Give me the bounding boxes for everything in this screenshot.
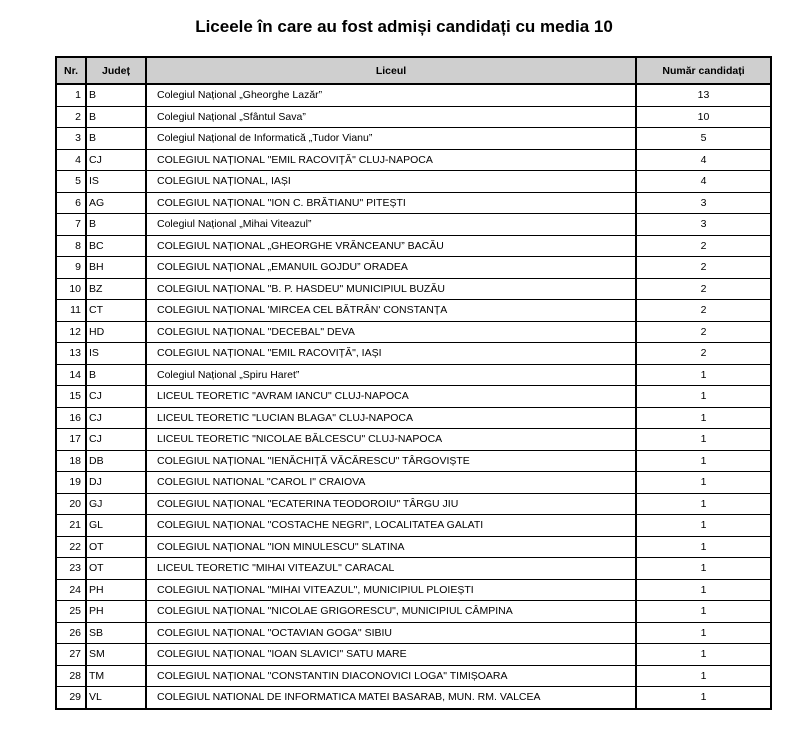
table-header-row [56, 57, 771, 84]
row-liceul-cell: COLEGIUL NATIONAL "CAROL I" CRAIOVA [146, 472, 636, 494]
row-judet-cell: BZ [86, 278, 146, 300]
row-judet-cell: CJ [86, 407, 146, 429]
header-judet: Județ [86, 57, 146, 84]
header-nr: Nr. [56, 57, 86, 84]
table-row [56, 343, 771, 365]
table-row [56, 106, 771, 128]
row-judet-cell: PH [86, 579, 146, 601]
row-numar-cell: 2 [636, 343, 771, 365]
table-row [56, 536, 771, 558]
row-nr-cell: 13 [56, 343, 86, 365]
row-nr-cell: 25 [56, 601, 86, 623]
row-nr-cell: 19 [56, 472, 86, 494]
page-title: Liceele în care au fost admiși candidați cu media 10 [195, 17, 613, 36]
row-numar-cell: 4 [636, 149, 771, 171]
row-nr-cell: 2 [56, 106, 86, 128]
row-numar-cell: 1 [636, 665, 771, 687]
table-row [56, 386, 771, 408]
table-row [56, 472, 771, 494]
row-liceul-cell: Colegiul Național „Gheorghe Lazăr” [146, 84, 636, 106]
row-judet-cell: OT [86, 558, 146, 580]
row-liceul-cell: LICEUL TEORETIC "NICOLAE BĂLCESCU" CLUJ-NAPOCA [146, 429, 636, 451]
table-row [56, 321, 771, 343]
row-numar-cell: 1 [636, 558, 771, 580]
row-judet-cell: SM [86, 644, 146, 666]
table-row [56, 601, 771, 623]
table-row [56, 128, 771, 150]
table-row [56, 644, 771, 666]
row-nr-cell: 4 [56, 149, 86, 171]
row-judet-cell: PH [86, 601, 146, 623]
row-liceul-cell: COLEGIUL NAȚIONAL 'MIRCEA CEL BĂTRÂN' CONSTANȚA [146, 300, 636, 322]
row-nr-cell: 15 [56, 386, 86, 408]
row-judet-cell: DJ [86, 472, 146, 494]
row-numar-cell: 10 [636, 106, 771, 128]
row-nr-cell: 11 [56, 300, 86, 322]
row-nr-cell: 3 [56, 128, 86, 150]
row-nr-cell: 6 [56, 192, 86, 214]
table-body [56, 84, 771, 709]
row-nr-cell: 27 [56, 644, 86, 666]
row-liceul-cell: Colegiul Național „Spiru Haret” [146, 364, 636, 386]
row-nr-cell: 5 [56, 171, 86, 193]
row-liceul-cell: COLEGIUL NAȚIONAL "ION C. BRĂTIANU" PITEȘTI [146, 192, 636, 214]
row-judet-cell: B [86, 364, 146, 386]
row-judet-cell: B [86, 106, 146, 128]
row-numar-cell: 1 [636, 601, 771, 623]
row-liceul-cell: LICEUL TEORETIC "MIHAI VITEAZUL" CARACAL [146, 558, 636, 580]
row-judet-cell: CJ [86, 429, 146, 451]
row-numar-cell: 4 [636, 171, 771, 193]
row-judet-cell: CJ [86, 149, 146, 171]
row-liceul-cell: COLEGIUL NAȚIONAL "MIHAI VITEAZUL", MUNICIPIUL PLOIEȘTI [146, 579, 636, 601]
row-numar-cell: 3 [636, 192, 771, 214]
row-nr-cell: 26 [56, 622, 86, 644]
row-numar-cell: 1 [636, 472, 771, 494]
row-judet-cell: AG [86, 192, 146, 214]
row-nr-cell: 14 [56, 364, 86, 386]
row-liceul-cell: COLEGIUL NAȚIONAL, IAȘI [146, 171, 636, 193]
table-row [56, 84, 771, 106]
table-row [56, 235, 771, 257]
row-judet-cell: BC [86, 235, 146, 257]
row-numar-cell: 2 [636, 300, 771, 322]
row-numar-cell: 1 [636, 579, 771, 601]
header-liceul: Liceul [146, 57, 636, 84]
row-numar-cell: 1 [636, 407, 771, 429]
row-numar-cell: 1 [636, 622, 771, 644]
row-numar-cell: 1 [636, 429, 771, 451]
row-judet-cell: B [86, 84, 146, 106]
row-liceul-cell: COLEGIUL NATIONAL DE INFORMATICA MATEI BASARAB, MUN. RM. VALCEA [146, 687, 636, 709]
row-liceul-cell: COLEGIUL NAȚIONAL "EMIL RACOVIȚĂ", IAȘI [146, 343, 636, 365]
row-liceul-cell: LICEUL TEORETIC "AVRAM IANCU" CLUJ-NAPOCA [146, 386, 636, 408]
row-liceul-cell: COLEGIUL NAȚIONAL "IOAN SLAVICI" SATU MARE [146, 644, 636, 666]
row-liceul-cell: COLEGIUL NAȚIONAL "IENĂCHIȚĂ VĂCĂRESCU" TÂRGOVIȘTE [146, 450, 636, 472]
table-row [56, 579, 771, 601]
row-judet-cell: DB [86, 450, 146, 472]
row-liceul-cell: Colegiul Național de Informatică „Tudor Vianu” [146, 128, 636, 150]
table-row [56, 278, 771, 300]
row-numar-cell: 1 [636, 364, 771, 386]
row-liceul-cell: COLEGIUL NAȚIONAL "EMIL RACOVIȚĂ" CLUJ-NAPOCA [146, 149, 636, 171]
row-judet-cell: IS [86, 171, 146, 193]
row-nr-cell: 20 [56, 493, 86, 515]
table-row [56, 192, 771, 214]
row-judet-cell: GL [86, 515, 146, 537]
row-liceul-cell: COLEGIUL NAȚIONAL "ION MINULESCU" SLATINA [146, 536, 636, 558]
row-liceul-cell: COLEGIUL NAȚIONAL "NICOLAE GRIGORESCU", MUNICIPIUL CÂMPINA [146, 601, 636, 623]
table-row [56, 665, 771, 687]
row-nr-cell: 7 [56, 214, 86, 236]
row-judet-cell: BH [86, 257, 146, 279]
row-judet-cell: CJ [86, 386, 146, 408]
row-liceul-cell: COLEGIUL NAȚIONAL "COSTACHE NEGRI", LOCALITATEA GALATI [146, 515, 636, 537]
table-row [56, 622, 771, 644]
row-nr-cell: 21 [56, 515, 86, 537]
row-judet-cell: B [86, 214, 146, 236]
row-judet-cell: SB [86, 622, 146, 644]
row-liceul-cell: LICEUL TEORETIC "LUCIAN BLAGA" CLUJ-NAPOCA [146, 407, 636, 429]
table-row [56, 171, 771, 193]
table-row [56, 364, 771, 386]
row-numar-cell: 1 [636, 386, 771, 408]
admissions-table [55, 56, 772, 710]
row-nr-cell: 9 [56, 257, 86, 279]
row-numar-cell: 1 [636, 644, 771, 666]
row-numar-cell: 1 [636, 687, 771, 709]
table-row [56, 493, 771, 515]
row-numar-cell: 2 [636, 257, 771, 279]
row-liceul-cell: Colegiul Național „Sfântul Sava” [146, 106, 636, 128]
table-row [56, 257, 771, 279]
row-judet-cell: GJ [86, 493, 146, 515]
table-row [56, 407, 771, 429]
row-liceul-cell: COLEGIUL NAȚIONAL "DECEBAL" DEVA [146, 321, 636, 343]
row-numar-cell: 1 [636, 536, 771, 558]
row-numar-cell: 1 [636, 450, 771, 472]
row-nr-cell: 8 [56, 235, 86, 257]
row-numar-cell: 3 [636, 214, 771, 236]
row-liceul-cell: Colegiul Național „Mihai Viteazul” [146, 214, 636, 236]
row-liceul-cell: COLEGIUL NAȚIONAL „GHEORGHE VRĂNCEANU” BACĂU [146, 235, 636, 257]
row-nr-cell: 1 [56, 84, 86, 106]
row-numar-cell: 13 [636, 84, 771, 106]
row-nr-cell: 10 [56, 278, 86, 300]
table-row [56, 300, 771, 322]
table-row [56, 558, 771, 580]
table-row [56, 450, 771, 472]
row-nr-cell: 18 [56, 450, 86, 472]
row-judet-cell: TM [86, 665, 146, 687]
row-liceul-cell: COLEGIUL NAȚIONAL „EMANUIL GOJDU” ORADEA [146, 257, 636, 279]
row-judet-cell: HD [86, 321, 146, 343]
row-liceul-cell: COLEGIUL NAȚIONAL "CONSTANTIN DIACONOVICI LOGA" TIMIȘOARA [146, 665, 636, 687]
row-liceul-cell: COLEGIUL NAȚIONAL "OCTAVIAN GOGA" SIBIU [146, 622, 636, 644]
row-nr-cell: 24 [56, 579, 86, 601]
row-judet-cell: B [86, 128, 146, 150]
table-row [56, 149, 771, 171]
table-row [56, 214, 771, 236]
row-nr-cell: 16 [56, 407, 86, 429]
row-liceul-cell: COLEGIUL NAȚIONAL "B. P. HASDEU" MUNICIPIUL BUZĂU [146, 278, 636, 300]
row-judet-cell: IS [86, 343, 146, 365]
row-nr-cell: 29 [56, 687, 86, 709]
table-row [56, 515, 771, 537]
row-nr-cell: 23 [56, 558, 86, 580]
row-liceul-cell: COLEGIUL NAȚIONAL "ECATERINA TEODOROIU" TÂRGU JIU [146, 493, 636, 515]
row-nr-cell: 17 [56, 429, 86, 451]
row-numar-cell: 1 [636, 515, 771, 537]
row-numar-cell: 5 [636, 128, 771, 150]
table-row [56, 687, 771, 709]
row-judet-cell: VL [86, 687, 146, 709]
row-nr-cell: 12 [56, 321, 86, 343]
table-row [56, 429, 771, 451]
row-judet-cell: CT [86, 300, 146, 322]
row-nr-cell: 22 [56, 536, 86, 558]
row-numar-cell: 1 [636, 493, 771, 515]
row-numar-cell: 2 [636, 278, 771, 300]
row-numar-cell: 2 [636, 235, 771, 257]
row-judet-cell: OT [86, 536, 146, 558]
row-nr-cell: 28 [56, 665, 86, 687]
row-numar-cell: 2 [636, 321, 771, 343]
header-numar-candidati: Număr candidați [636, 57, 771, 84]
